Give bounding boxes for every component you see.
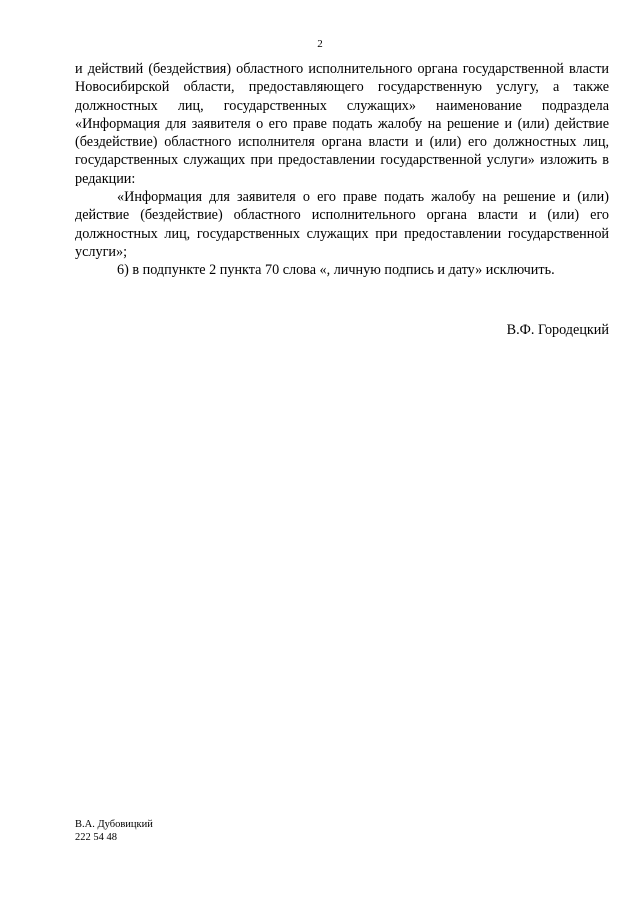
executor-name: В.А. Дубовицкий: [75, 819, 153, 830]
executor-phone: 222 54 48: [75, 832, 117, 843]
body-paragraph-quote: «Информация для заявителя о его праве подать жалобу на решение и (или) действие (бездействие) областного исполнительного органа власти и (или) его должностных лиц, государственных служащих при предоставлении государственной услуги»;: [75, 189, 609, 260]
page-number: 2: [317, 38, 323, 50]
document-body: [75, 60, 609, 280]
body-paragraph-continuation: и действий (бездействия) областного исполнительного органа государственной власти Новосибирской области, предоставляющего государственную услугу, а также должностных лиц, государственных служащих» наименование подраздела «Информация для заявителя о его праве подать жалобу на решение и (или) действие (бездействие) областного исполнителя органа власти и (или) его должностных лиц, государственных служащих при предоставлении государственной услуги» изложить в редакции:: [75, 61, 609, 187]
body-paragraph-item-6: 6) в подпункте 2 пункта 70 слова «, личную подпись и дату» исключить.: [117, 262, 555, 279]
signatory-name: В.Ф. Городецкий: [506, 322, 609, 338]
executor-block: [75, 818, 153, 844]
